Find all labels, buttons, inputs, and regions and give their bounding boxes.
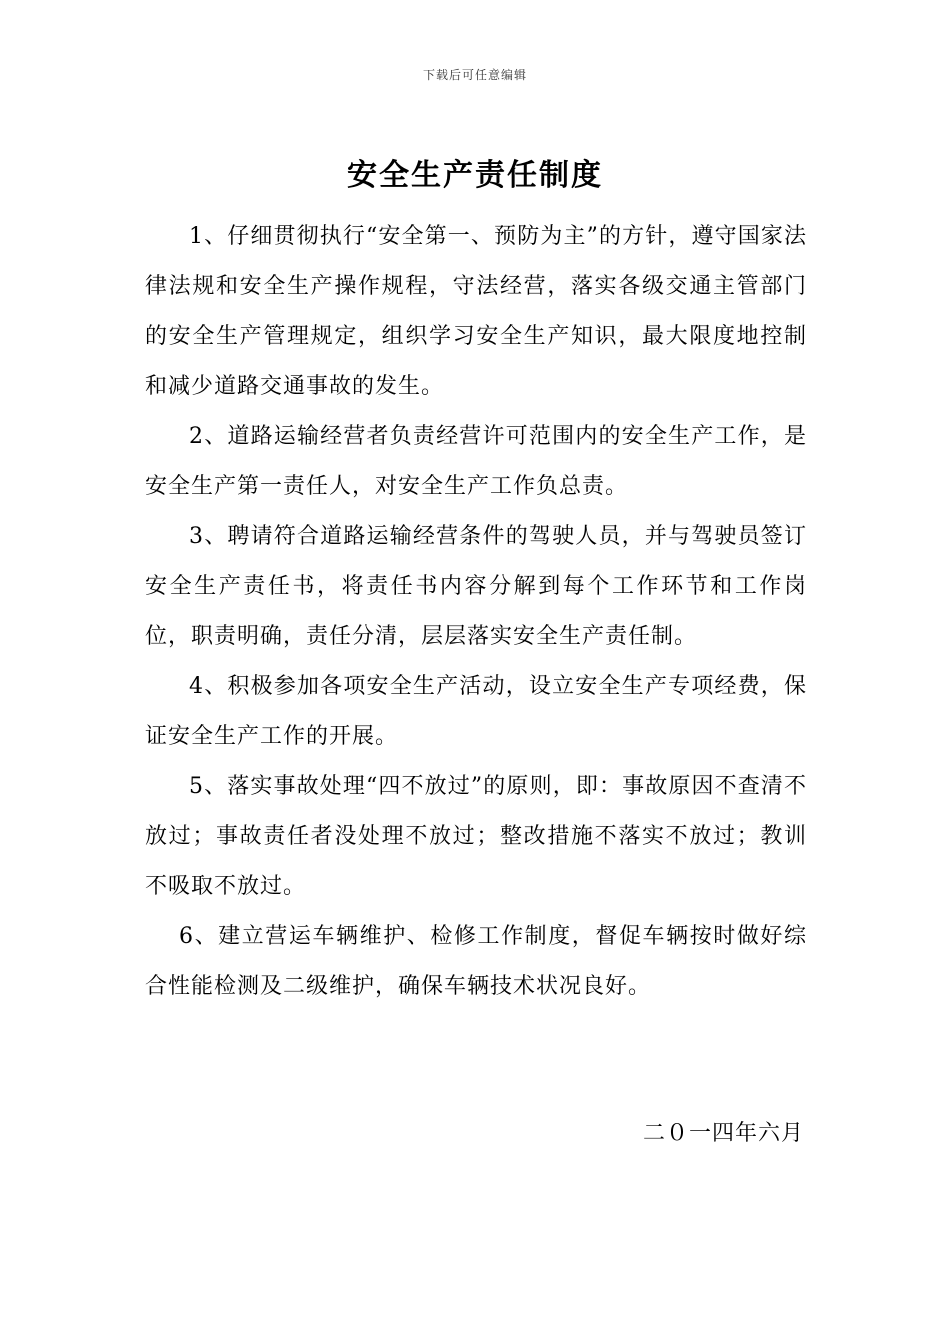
paragraph-5: 5、落实事故处理“四不放过”的原则，即：事故原因不查清不放过；事故责任者没处理不放过；整改措施不落实不放过；教训不吸取不放过。 bbox=[145, 774, 807, 899]
document-date: 二０一四年六月 bbox=[642, 1121, 804, 1146]
paragraph-4: 4、积极参加各项安全生产活动，设立安全生产专项经费，保证安全生产工作的开展。 bbox=[145, 674, 807, 749]
paragraph-2: 2、道路运输经营者负责经营许可范围内的安全生产工作，是安全生产第一责任人，对安全生产工作负总责。 bbox=[145, 424, 807, 499]
document-title: 安全生产责任制度 bbox=[347, 158, 603, 193]
paragraph-6: 6、建立营运车辆维护、检修工作制度，督促车辆按时做好综合性能检测及二级维护，确保车辆技术状况良好。 bbox=[145, 924, 807, 999]
paragraph-3: 3、聘请符合道路运输经营条件的驾驶人员，并与驾驶员签订安全生产责任书，将责任书内容分解到每个工作环节和工作岗位，职责明确，责任分清，层层落实安全生产责任制。 bbox=[145, 524, 807, 649]
document-body bbox=[145, 212, 807, 1012]
header-note: 下载后可任意编辑 bbox=[422, 68, 527, 82]
paragraph-1: 1、仔细贯彻执行“安全第一、预防为主”的方针，遵守国家法律法规和安全生产操作规程，守法经营，落实各级交通主管部门的安全生产管理规定，组织学习安全生产知识，最大限度地控制和减少道路交通事故的发生。 bbox=[145, 224, 807, 399]
